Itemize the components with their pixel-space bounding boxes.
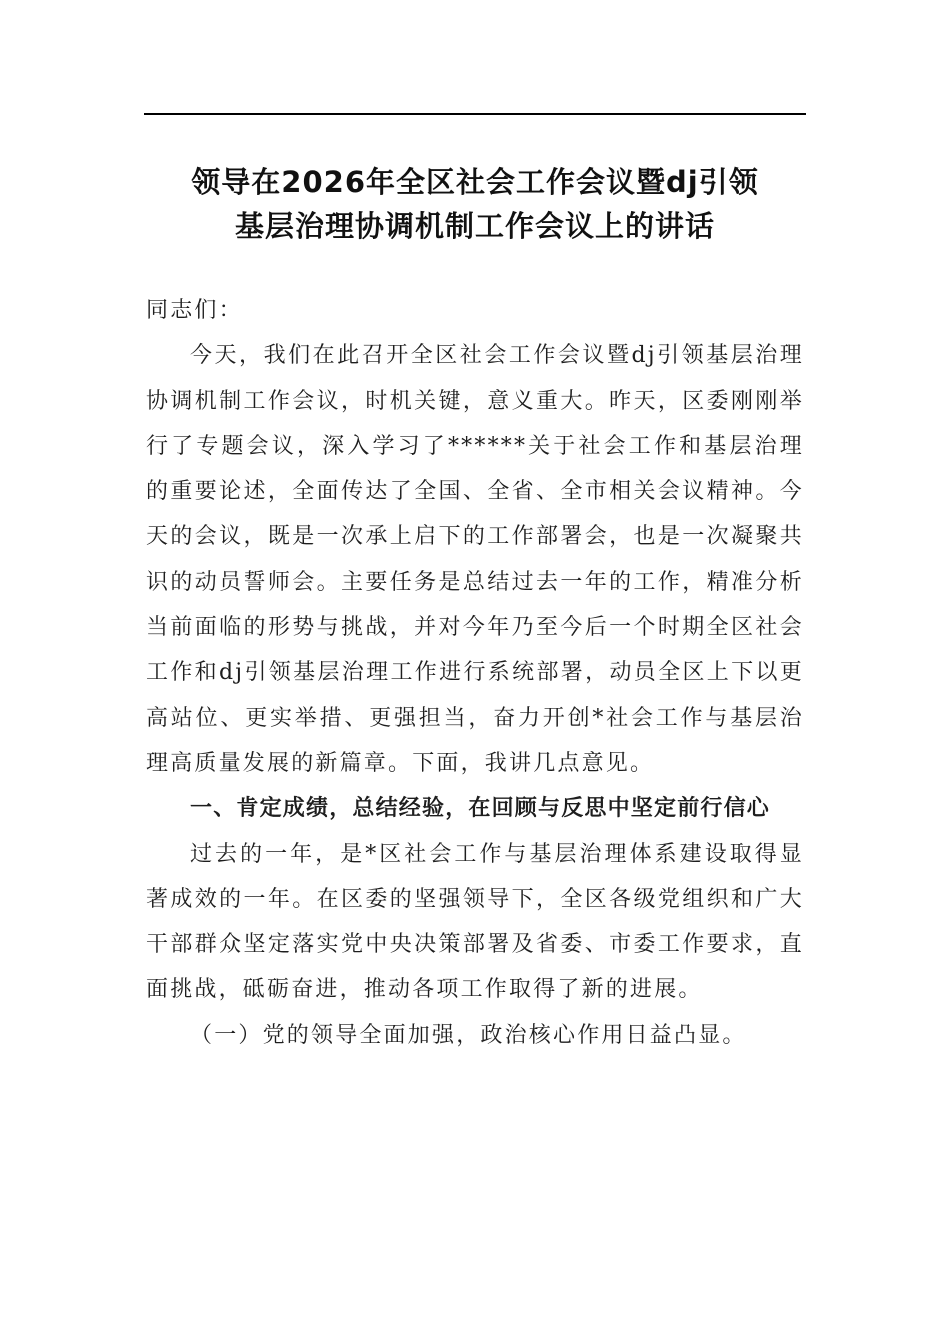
document-title bbox=[144, 160, 806, 248]
document-body bbox=[146, 288, 804, 1058]
header-rule bbox=[144, 113, 806, 115]
title-line-1: 领导在2026年全区社会工作会议暨dj引领 bbox=[191, 165, 759, 199]
section-heading-1: 一、肯定成绩，总结经验，在回顾与反思中坚定前行信心 bbox=[190, 796, 771, 822]
opening-paragraph: 今天，我们在此召开全区社会工作会议暨dj引领基层治理协调机制工作会议，时机关键，意义重大。昨天，区委刚刚举行了专题会议，深入学习了******关于社会工作和基层治理的重要论述，全面传达了全国、全省、全市相关会议精神。今天的会议，既是一次承上启下的工作部署会，也是一次凝聚共识的动员誓师会。主要任务是总结过去一年的工作，精准分析当前面临的形势与挑战，并对今年乃至今后一个时期全区社会工作和dj引领基层治理工作进行系统部署，动员全区上下以更高站位、更实举措、更强担当，奋力开创*社会工作与基层治理高质量发展的新篇章。下面，我讲几点意见。 bbox=[146, 343, 804, 776]
salutation: 同志们： bbox=[146, 298, 243, 323]
subsection-heading-1: （一）党的领导全面加强，政治核心作用日益凸显。 bbox=[190, 1022, 747, 1048]
title-line-2: 基层治理协调机制工作会议上的讲话 bbox=[234, 209, 715, 243]
section-1-paragraph: 过去的一年，是*区社会工作与基层治理体系建设取得显著成效的一年。在区委的坚强领导下，全区各级党组织和广大干部群众坚定落实党中央决策部署及省委、市委工作要求，直面挑战，砥砺奋进，推动各项工作取得了新的进展。 bbox=[146, 841, 804, 1003]
